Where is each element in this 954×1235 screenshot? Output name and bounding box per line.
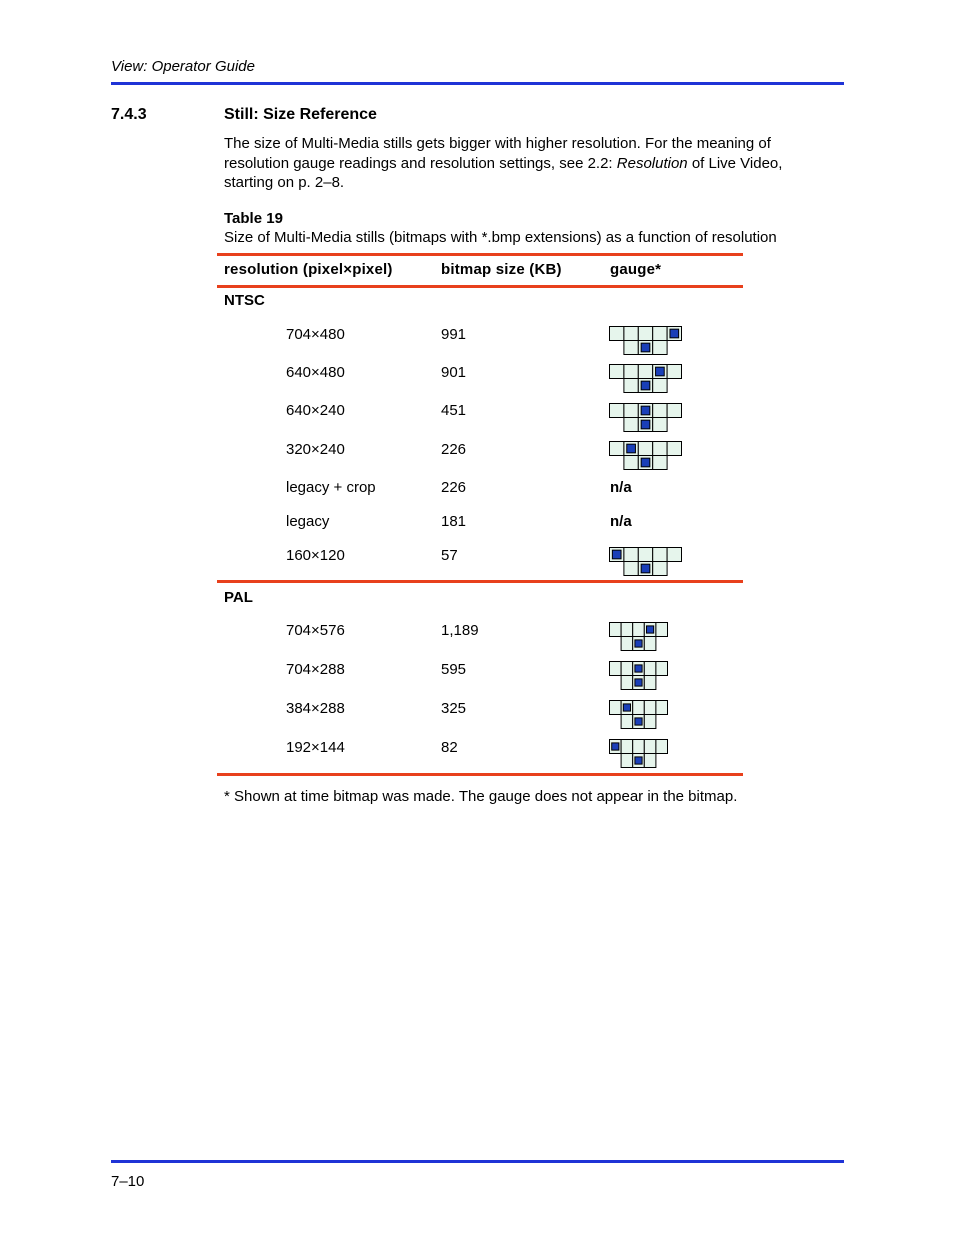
gauge-cell [653, 418, 667, 432]
table-top-rule [217, 253, 743, 256]
gauge-marker [612, 550, 621, 559]
gauge-cell [624, 341, 638, 355]
gauge-not-applicable: n/a [610, 513, 632, 530]
gauge-marker [623, 704, 630, 711]
table-bottom-rule [217, 773, 743, 776]
gauge-marker [635, 757, 642, 764]
table-cell-resolution: legacy [286, 513, 330, 530]
table-cell-resolution: 704×576 [286, 622, 345, 639]
gauge-graphic [609, 441, 682, 470]
page-number: 7–10 [111, 1173, 145, 1190]
resolution-gauge [609, 622, 668, 651]
gauge-cell [610, 365, 624, 379]
gauge-cell [621, 740, 633, 754]
gauge-cell [653, 548, 667, 562]
gauge-cell [633, 740, 645, 754]
gauge-cell [653, 562, 667, 576]
table-cell-size: 226 [441, 441, 467, 458]
gauge-cell [624, 404, 638, 418]
gauge-cell [624, 562, 638, 576]
table-cell-resolution: 192×144 [286, 739, 345, 756]
gauge-cell [656, 740, 668, 754]
table-cell-size: 1,189 [441, 622, 479, 639]
table-cell-size: 82 [441, 739, 458, 756]
gauge-graphic [609, 622, 668, 651]
group-label-ntsc: NTSC [224, 292, 265, 309]
gauge-cell [653, 341, 667, 355]
gauge-not-applicable: n/a [610, 479, 632, 496]
table-cell-size: 991 [441, 326, 467, 343]
table-caption: Size of Multi-Media stills (bitmaps with *.bmp extensions) as a function of resolution [224, 229, 777, 246]
table-cell-size: 595 [441, 661, 467, 678]
gauge-cell [644, 715, 656, 729]
gauge-cell [621, 637, 633, 651]
gauge-cell [667, 548, 681, 562]
gauge-marker [656, 367, 665, 376]
gauge-cell [610, 623, 622, 637]
gauge-marker [641, 458, 650, 467]
resolution-gauge [609, 547, 682, 576]
gauge-marker [635, 640, 642, 647]
intro-text-end: of Live Video, starting on p. 2–8. [224, 154, 783, 191]
gauge-graphic [609, 661, 668, 690]
gauge-cell [624, 327, 638, 341]
table-cell-size: 901 [441, 364, 467, 381]
gauge-cell [653, 456, 667, 470]
gauge-cell [667, 365, 681, 379]
section-number: 7.4.3 [111, 106, 147, 123]
gauge-cell [667, 404, 681, 418]
gauge-cell [638, 327, 652, 341]
table-cell-resolution: 640×240 [286, 402, 345, 419]
table-header-rule [217, 285, 743, 288]
gauge-cell [621, 676, 633, 690]
table-cell-resolution: legacy + crop [286, 479, 376, 496]
table-cell-size: 57 [441, 547, 458, 564]
table-cell-resolution: 320×240 [286, 441, 345, 458]
gauge-cell [653, 442, 667, 456]
gauge-marker [670, 329, 679, 338]
column-header-resolution: resolution (pixel×pixel) [224, 261, 393, 278]
gauge-cell [621, 754, 633, 768]
section-title: Still: Size Reference [224, 106, 377, 123]
running-header: View: Operator Guide [111, 58, 255, 75]
gauge-cell [653, 327, 667, 341]
resolution-gauge [609, 403, 682, 432]
gauge-cell [624, 365, 638, 379]
gauge-graphic [609, 403, 682, 432]
gauge-graphic [609, 739, 668, 768]
table-footnote: * Shown at time bitmap was made. The gauge does not appear in the bitmap. [224, 788, 738, 805]
gauge-cell [644, 740, 656, 754]
table-cell-size: 226 [441, 479, 467, 496]
resolution-gauge [609, 739, 668, 768]
gauge-cell [656, 623, 668, 637]
gauge-cell [644, 754, 656, 768]
gauge-cell [610, 327, 624, 341]
table-cell-size: 181 [441, 513, 467, 530]
gauge-cell [644, 637, 656, 651]
gauge-cell [653, 404, 667, 418]
table-cell-resolution: 704×288 [286, 661, 345, 678]
gauge-marker [635, 679, 642, 686]
gauge-cell [633, 623, 645, 637]
intro-emphasis: Resolution [616, 154, 688, 172]
gauge-marker [641, 406, 650, 415]
table-cell-resolution: 384×288 [286, 700, 345, 717]
gauge-marker [635, 718, 642, 725]
resolution-gauge [609, 700, 668, 729]
gauge-graphic [609, 364, 682, 393]
gauge-cell [644, 676, 656, 690]
gauge-cell [610, 662, 622, 676]
gauge-cell [667, 442, 681, 456]
gauge-cell [610, 404, 624, 418]
gauge-cell [621, 623, 633, 637]
gauge-cell [656, 701, 668, 715]
gauge-cell [624, 418, 638, 432]
resolution-gauge [609, 441, 682, 470]
intro-paragraph [224, 134, 824, 193]
table-cell-resolution: 160×120 [286, 547, 345, 564]
gauge-graphic [609, 547, 682, 576]
resolution-gauge [609, 364, 682, 393]
gauge-cell [644, 662, 656, 676]
gauge-cell [653, 379, 667, 393]
gauge-marker [627, 444, 636, 453]
group-label-pal: PAL [224, 589, 253, 606]
gauge-cell [610, 442, 624, 456]
gauge-marker [647, 626, 654, 633]
gauge-cell [621, 662, 633, 676]
gauge-marker [641, 381, 650, 390]
table-cell-size: 325 [441, 700, 467, 717]
gauge-cell [624, 379, 638, 393]
resolution-gauge [609, 326, 682, 355]
gauge-marker [641, 420, 650, 429]
gauge-marker [635, 665, 642, 672]
gauge-graphic [609, 700, 668, 729]
gauge-cell [621, 715, 633, 729]
gauge-cell [633, 701, 645, 715]
gauge-cell [638, 548, 652, 562]
gauge-cell [610, 701, 622, 715]
gauge-cell [656, 662, 668, 676]
intro-text-start: The size of Multi-Media stills gets bigger with higher resolution. For the meaning of resolution gauge readings and resolution settings, see 2.2: [224, 135, 771, 172]
gauge-marker [612, 743, 619, 750]
gauge-marker [641, 343, 650, 352]
gauge-cell [624, 548, 638, 562]
table-label: Table 19 [224, 210, 283, 227]
header-rule [111, 82, 844, 85]
column-header-size: bitmap size (KB) [441, 261, 562, 278]
group-divider-rule [217, 580, 743, 583]
gauge-cell [638, 442, 652, 456]
resolution-gauge [609, 661, 668, 690]
gauge-cell [624, 456, 638, 470]
column-header-gauge: gauge* [610, 261, 662, 278]
gauge-graphic [609, 326, 682, 355]
gauge-cell [644, 701, 656, 715]
table-cell-resolution: 640×480 [286, 364, 345, 381]
table-cell-resolution: 704×480 [286, 326, 345, 343]
table-cell-size: 451 [441, 402, 467, 419]
gauge-marker [641, 564, 650, 573]
gauge-cell [638, 365, 652, 379]
footer-rule [111, 1160, 844, 1163]
